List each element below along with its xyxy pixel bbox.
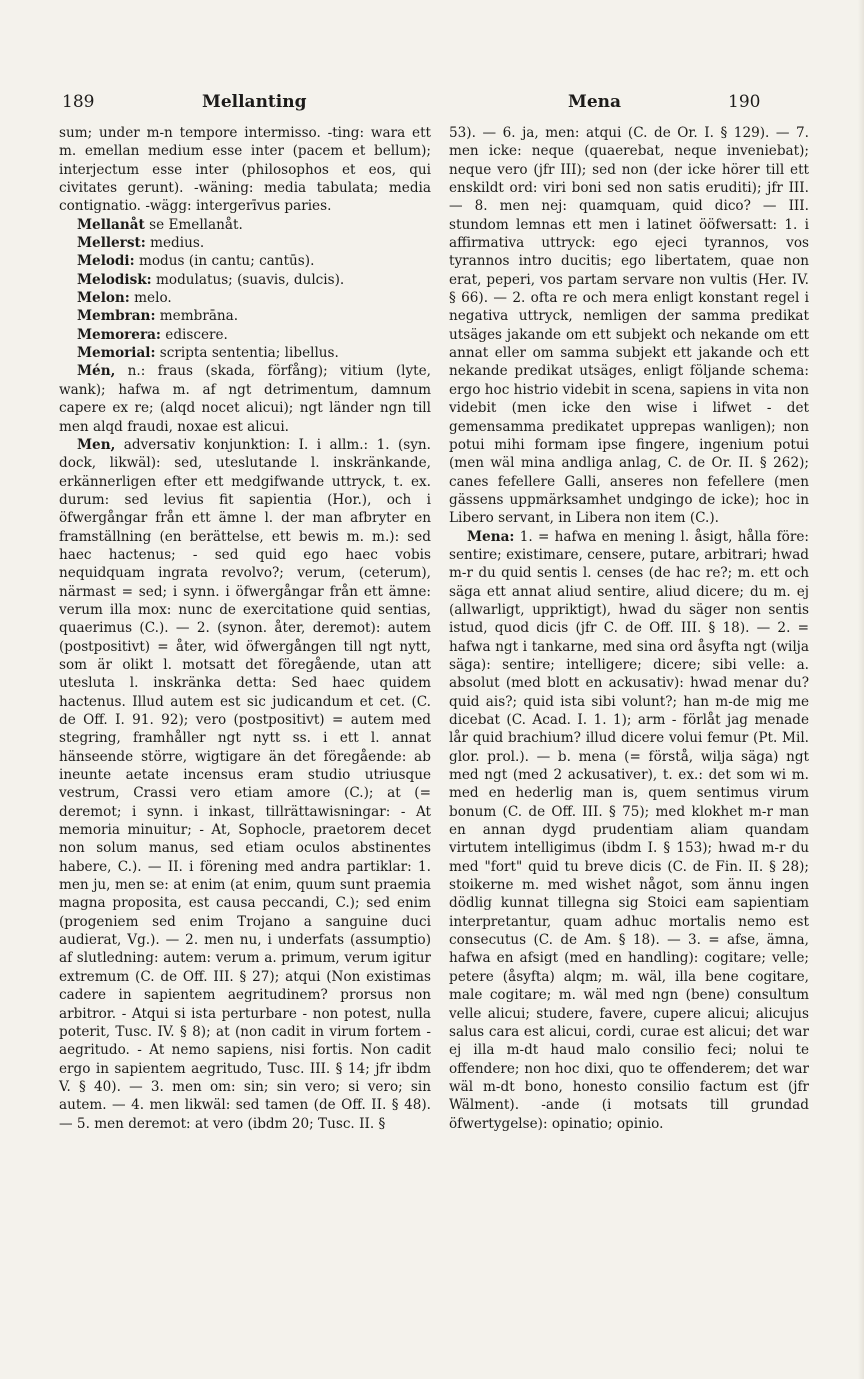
dictionary-entry — [59, 326, 431, 344]
right-column — [449, 124, 809, 1133]
page-edge-shadow — [858, 0, 864, 1379]
entry-definition: membrāna. — [155, 308, 239, 325]
right-page-number: 190 — [728, 92, 761, 112]
entry-headword: Mén, — [77, 363, 116, 380]
entry-headword: Mena: — [467, 528, 515, 545]
entry-definition: sum; under m-n tempore intermisso. -ting: wara ett m. emellan medium esse inter (pacem et bellum); interjectum esse inter (philosophos et eos, qui civitates gerunt). -wäning: media tabulata; media contignatio. -wägg: intergerīvus paries. — [59, 125, 431, 215]
entry-definition: ediscere. — [160, 326, 228, 343]
dictionary-entry — [59, 252, 431, 270]
entry-definition: melo. — [129, 290, 172, 307]
dictionary-entry — [59, 289, 431, 307]
entry-headword: Mellerst: — [77, 235, 146, 252]
entry-definition: modus (in cantu; cantūs). — [134, 253, 315, 270]
dictionary-entry — [59, 307, 431, 325]
dictionary-entry — [59, 124, 431, 216]
dictionary-entry — [59, 216, 431, 234]
left-page-number: 189 — [62, 92, 95, 112]
entry-definition: 53). — 6. ja, men: atqui (C. de Or. I. § 129). — 7. men icke: neque (quaerebat, neque inveniebat); neque vero (jfr III); sed non (der icke hörer till ett enskildt ord: viri boni sed non satis eruditi); jfr III. — 8. men nej: quamquam, quid dico? — III. stundom lemnas ett men i latinet ööfwersatt: 1. i affirmativa uttryck: ego ejeci tyrannos, vos tyrannos intro ducitis; ego libertatem, quae non erat, peperi, vos partam servare non vultis (Her. IV. § 66). — 2. ofta re och mera enligt konstant regel i negativa uttryck, nemligen der samma predikat utsäges jakande om ett subjekt och nekande om ett annat eller om samma subjekt ett jakande och ett nekande predikat utsäges, enligt följande schema: ergo hoc histrio videbit in scena, sapiens in vita non videbit (men icke den wise i lifwet - det gemensamma predikatet upprepas wanligen); non potui mihi formam ipse fingere, ingenium potui (men wäl mina andliga anlag, C. de Or. II. § 262); canes fefellere Galli, anseres non fefellere (men gässens uppmärksamhet undgingo de icke); hoc in Libero servant, in Libera non item (C.). — [449, 125, 809, 527]
entry-definition: n.: fraus (skada, förfång); vitium (lyte, wank); hafwa m. af ngt detrimentum, damnum capere ex re; (alqd nocet alicui); ngt länder ngn till men alqd fraudi, noxae est alicui. — [59, 363, 431, 435]
entry-definition: 1. = hafwa en mening l. åsigt, hålla före: sentire; existimare, censere, putare, arbitrari; hwad m-r du quid sentis l. censes (de hac re?; m. ett och säga ett annat aliud sentire, aliud dicere; du m. ej (allwarligt, uppriktigt), hwad du säger non sentis istud, quod dicis (jfr C. de Off. III. § 18). — 2. = hafwa ngt i tankarne, med sina ord åsyfta ngt (wilja säga): sentire; intelligere; dicere; sibi velle: a. absolut (med blott en ackusativ): hwad menar du? quid ais?; quid ista sibi volunt?; han m-de mig me dicebat (C. Acad. I. 1. 1); arm - förlåt jag menade lår quid brachium? illud dicere volui femur (Pt. Mil. glor. prol.). — b. mena (= förstå, wilja säga) ngt med ngt (med 2 ackusativer), t. ex.: det som wi m. med en hederlig man is, quem sentimus virum bonum (C. de Off. III. § 75); med klokhet m-r man en annan dygd prudentiam aliam quandam virtutem intelligimus (ibdm I. § 153); hwad m-r du med "fort" quid tu breve dicis (C. de Fin. II. § 28); stoikerne m. med wishet något, som ännu ingen dödlig kunnat tillegna sig Stoici eam sapientiam interpretantur, quam adhuc mortalis nemo est consecutus (C. de Am. § 18). — 3. = afse, ämna, hafwa en afsigt (med en handling): cogitare; velle; petere (åsyfta) alqm; m. wäl, illa bene cogitare, male cogitare; m. wäl med ngn (bene) consultum velle alicui; studere, favere, cupere alicui; alicujus salus cara est alicui, cordi, curae est alicui; det war ej illa m-dt haud malo consilio feci; nolui te offendere; non hoc dixi, quo te offenderem; det war wäl m-dt bono, honesto consilio factum est (jfr Wälment). -ande (i motsats till grundad öfwertygelse): opinatio; opinio. — [449, 528, 809, 1132]
entry-definition: modulatus; (suavis, dulcis). — [151, 271, 345, 288]
dictionary-entry — [59, 436, 431, 1133]
entry-definition: medius. — [145, 235, 205, 252]
entry-headword: Men, — [77, 436, 116, 453]
entry-headword: Melodisk: — [77, 271, 152, 288]
entry-headword: Memorera: — [77, 326, 161, 343]
entry-headword: Mellanåt — [77, 216, 145, 233]
entry-definition: adversativ konjunktion: I. i allm.: 1. (syn. dock, likwäl): sed, uteslutande l. inskränkande, erkännerligen efter ett medgifwande uttryck, t. ex. durum: sed levius fit sapientia (Hor.), och i öfwergångar från ett ämne l. der man afbryter en framställning (en berättelse, ett bewis m. m.): sed haec hactenus; - sed quid ego haec vobis nequidquam ingrata revolvo?; verum, (ceterum), närmast = sed; i synn. i öfwergångar från ett ämne: verum illa mox: nunc de exercitatione quid sentias, quaerimus (C.). — 2. (synon. åter, deremot): autem (postpositivt) = åter, wid öfwergången till ngt nytt, som är olikt l. motsatt det föregående, utan att uteslutа l. inskränka detta: Sed haec quidem hactenus. Illud autem est sic judicandum et cet. (C. de Off. I. 91. 92); vero (postpositivt) = autem med stegring, framhåller ngt nytt ss. i ett l. annat hänseende större, wigtigare än det föregående: ab ineunte aetate incensus eram studio utriusque vestrum, Crassi vero etiam amore (C.); at (= deremot; i synn. i inkast, tillrättawisningar: - At memoria minuitur; - At, Sophocle, praetorem decet non solum manus, sed etiam oculos abstinentes habere, C.). — II. i förening med andra partiklar: 1. men ju, men se: at enim (at enim, quum sunt praemia magna proposita, est causa peccandi, C.); sed enim (progeniem sed enim Trojano a sanguine duci audierat, Vg.). — 2. men nu, i underfats (assumptio) af slutledning: autem: verum a. primum, verum igitur extremum (C. de Off. III. § 27); atqui (Non existimas cadere in sapientem aegritudinem? prorsus non arbitror. - Atqui si ista perturbare - non potest, nulla poterit, Tusc. IV. § 8); at (non cadit in virum fortem - aegritudo. - At nemo sapiens, nisi fortis. Non cadit ergo in sapientem aegritudo, Tusc. III. § 14; jfr ibdm V. § 40). — 3. men om: sin; sin vero; si vero; sin autem. — 4. men likwäl: sed tamen (de Off. II. § 48). — 5. men deremot: at vero (ibdm 20; Tusc. II. § — [59, 436, 431, 1132]
entry-definition: scripta sententia; libellus. — [155, 345, 339, 362]
dictionary-entry — [59, 234, 431, 252]
dictionary-entry — [59, 344, 431, 362]
entry-headword: Memorial: — [77, 345, 156, 362]
right-running-head: Mena — [568, 92, 622, 112]
dictionary-entry — [449, 124, 809, 528]
dictionary-entry — [59, 362, 431, 435]
left-running-head: Mellanting — [202, 92, 307, 112]
entry-headword: Melon: — [77, 290, 130, 307]
entry-headword: Membran: — [77, 308, 156, 325]
dictionary-entry — [449, 528, 809, 1133]
left-column — [59, 124, 431, 1133]
entry-definition: se Emellanåt. — [144, 216, 243, 233]
dictionary-entry — [59, 271, 431, 289]
entry-headword: Melodi: — [77, 253, 135, 270]
